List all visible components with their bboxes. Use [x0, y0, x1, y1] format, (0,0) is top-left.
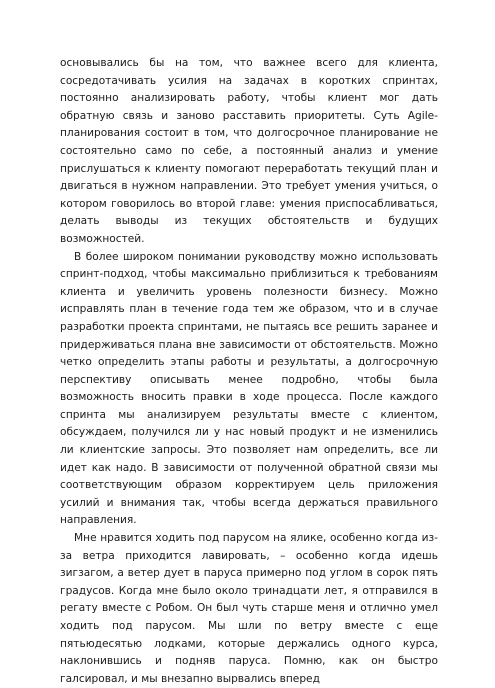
paragraph-2: В более широком понимании руководству можно использовать спринт-подход, чтобы максимально приблизиться к требованиям клиента и увеличить уровень полезности бизнесу. Можно исправлять план в течение года тем же образом, что и в случае разработки проекта спринтами, не пытаясь все решить заранее и придерживаться плана вне зависимости от обстоятельств. Можно четко определить этапы работы и результаты, а долгосрочную перспективу описывать менее подробно, чтобы была возможность вносить правки в ходе процесса. После каждого спринта мы анализируем результаты вместе с клиентом, обсуждаем, получился ли у нас новый продукт и не изменились ли клиентские запросы. Это позволяет нам определить, все ли идет как надо. В зависимости от полученной обратной связи мы соответствующим образом корректируем цель приложения усилий и внимания так, чтобы всегда держаться правильного направления. [60, 250, 438, 527]
document-page [60, 55, 438, 688]
paragraph-1: основывались бы на том, что важнее всего для клиента, сосредотачивать усилия на задачах в коротких спринтах, постоянно анализировать работу, чтобы клиент мог дать обратную связь и заново расставить приоритеты. Суть Agile-планирования состоит в том, что долгосрочное планирование не состоятельно само по себе, а постоянный анализ и умение прислушаться к клиенту помогают переработать текущий план и двигаться в нужном направлении. Это требует умения учиться, о котором говорилось во второй главе: умения приспосабливаться, делать выводы из текущих обстоятельств и будущих возможностей. [60, 57, 438, 245]
paragraph-3: Мне нравится ходить под парусом на ялике, особенно когда из-за ветра приходится лавировать, – особенно когда идешь зигзагом, а ветер дует в паруса примерно под углом в сорок пять градусов. Когда мне было около тринадцати лет, я отправился в регату вместе с Робом. Он был чуть старше меня и отлично умел ходить под парусом. Мы шли по ветру вместе с еще пятьюдесятью лодками, которые держались одного курса, наклонившись и подняв паруса. Помню, как он быстро галсировал, и мы внезапно вырвались вперед [60, 532, 438, 685]
